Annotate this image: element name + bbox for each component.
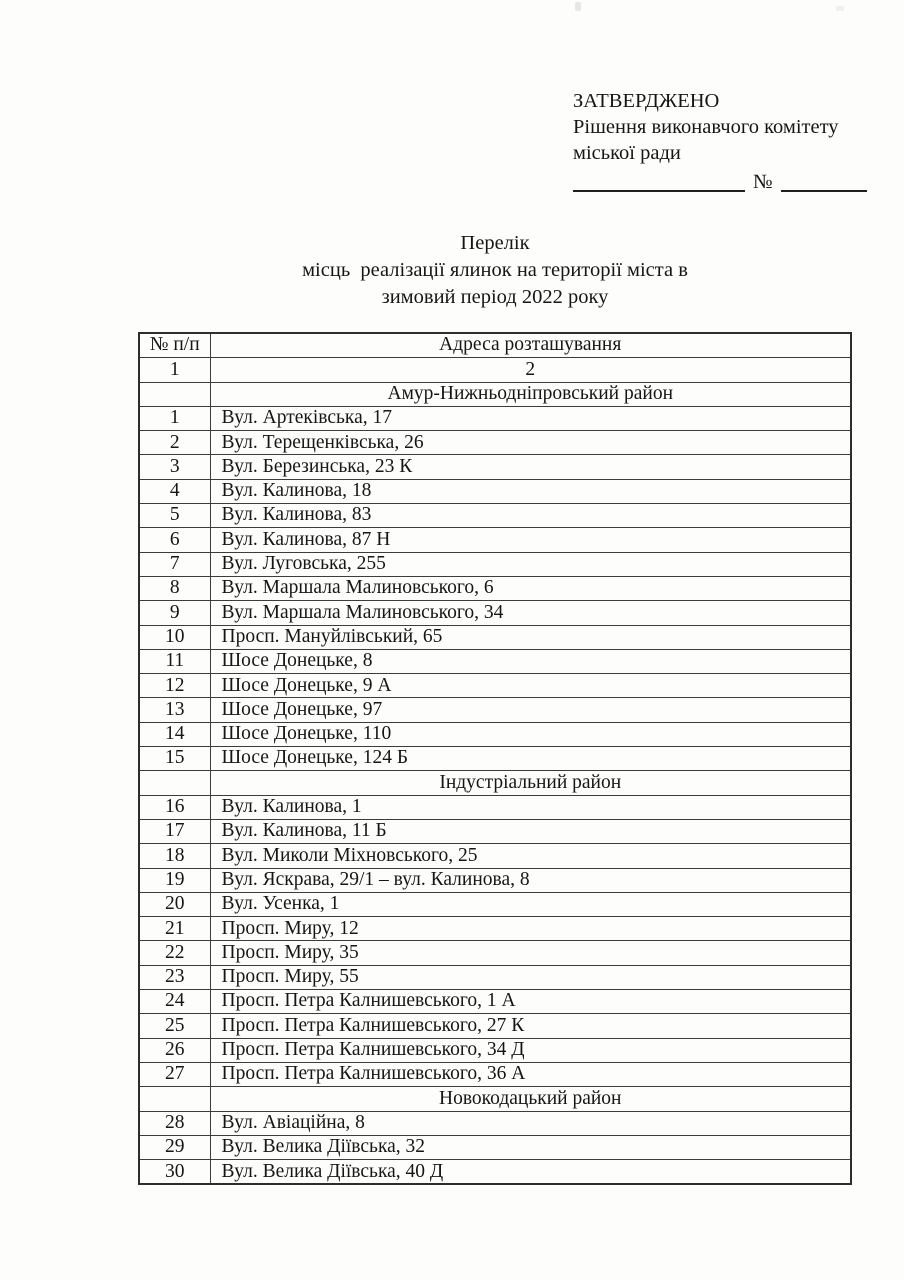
- row-number: 22: [139, 941, 210, 965]
- table-row: [139, 649, 851, 673]
- locations-table: [138, 332, 852, 1185]
- row-number: 28: [139, 1111, 210, 1135]
- row-number: 6: [139, 528, 210, 552]
- row-number: 9: [139, 601, 210, 625]
- table-row: [139, 1160, 851, 1185]
- title-line-3: зимовий період 2022 року: [381, 286, 609, 308]
- row-number: 10: [139, 625, 210, 649]
- row-number: 4: [139, 479, 210, 503]
- row-address: Вул. Калинова, 87 Н: [210, 528, 851, 552]
- approved-subline-2: міської ради: [573, 142, 681, 164]
- row-number: 14: [139, 722, 210, 746]
- table-body: [139, 333, 851, 1184]
- row-number: 7: [139, 552, 210, 576]
- row-number: 3: [139, 455, 210, 479]
- table-row: [139, 1038, 851, 1062]
- row-number: 26: [139, 1038, 210, 1062]
- section-name: Новокодацький район: [210, 1087, 851, 1111]
- numero-sign: №: [753, 171, 773, 193]
- scan-artifact: [575, 2, 581, 11]
- row-number: 16: [139, 795, 210, 819]
- row-number: 13: [139, 698, 210, 722]
- row-address: Просп. Миру, 55: [210, 965, 851, 989]
- row-address: Просп. Миру, 35: [210, 941, 851, 965]
- row-address: Шосе Донецьке, 9 А: [210, 674, 851, 698]
- row-address: Вул. Яскрава, 29/1 – вул. Калинова, 8: [210, 868, 851, 892]
- table-row: [139, 455, 851, 479]
- table-row: [139, 819, 851, 843]
- table-row: [139, 747, 851, 771]
- row-number: 8: [139, 576, 210, 600]
- row-address: Просп. Миру, 12: [210, 917, 851, 941]
- section-name: Амур-Нижньодніпровський район: [210, 382, 851, 406]
- table-row: [139, 941, 851, 965]
- table-row: [139, 576, 851, 600]
- section-row: [139, 771, 851, 795]
- row-number: 11: [139, 649, 210, 673]
- row-address: Вул. Авіаційна, 8: [210, 1111, 851, 1135]
- blank-underline-date: [573, 172, 745, 192]
- approved-heading: ЗАТВЕРДЖЕНО: [573, 90, 720, 112]
- table-row: [139, 504, 851, 528]
- row-address: Просп. Петра Калнишевського, 1 А: [210, 990, 851, 1014]
- row-number: 25: [139, 1014, 210, 1038]
- row-number: 21: [139, 917, 210, 941]
- section-row: [139, 382, 851, 406]
- scan-artifact: [836, 6, 844, 11]
- row-address: Вул. Артеківська, 17: [210, 406, 851, 430]
- table-row: [139, 990, 851, 1014]
- row-number: 5: [139, 504, 210, 528]
- approved-subline-1: Рішення виконавчого комітету: [573, 116, 839, 138]
- section-empty-cell: [139, 382, 210, 406]
- document-title: [138, 230, 852, 311]
- title-line-2: місць реалізації ялинок на території міста в: [302, 259, 688, 281]
- column-header-address: Адреса розташування: [210, 333, 851, 358]
- row-address: Просп. Петра Калнишевського, 34 Д: [210, 1038, 851, 1062]
- table-row: [139, 625, 851, 649]
- row-number: 18: [139, 844, 210, 868]
- column-header-number: № п/п: [139, 333, 210, 358]
- row-number: 23: [139, 965, 210, 989]
- table-row: [139, 917, 851, 941]
- section-row: [139, 1087, 851, 1111]
- table-row: [139, 1135, 851, 1159]
- table-row: [139, 965, 851, 989]
- table-row: [139, 528, 851, 552]
- row-address: Вул. Терещенківська, 26: [210, 431, 851, 455]
- table-row: [139, 795, 851, 819]
- table-header-row: [139, 333, 851, 358]
- row-address: Шосе Донецьке, 97: [210, 698, 851, 722]
- section-name: Індустріальний район: [210, 771, 851, 795]
- table-row: [139, 844, 851, 868]
- table-row: [139, 406, 851, 430]
- table-row: [139, 698, 851, 722]
- title-line-1: Перелік: [460, 232, 530, 254]
- table-row: [139, 601, 851, 625]
- numero-line: [573, 172, 873, 192]
- table-row: [139, 431, 851, 455]
- row-address: Вул. Калинова, 83: [210, 504, 851, 528]
- table-row: [139, 479, 851, 503]
- approved-block: [573, 88, 873, 192]
- table-row: [139, 1014, 851, 1038]
- table-row: [139, 892, 851, 916]
- row-number: 27: [139, 1062, 210, 1086]
- table-row: [139, 1111, 851, 1135]
- table-row: [139, 868, 851, 892]
- row-number: 24: [139, 990, 210, 1014]
- row-address: Вул. Маршала Малиновського, 6: [210, 576, 851, 600]
- row-number: 17: [139, 819, 210, 843]
- row-number: 2: [139, 431, 210, 455]
- row-address: Вул. Усенка, 1: [210, 892, 851, 916]
- table-row: [139, 552, 851, 576]
- row-address: Шосе Донецьке, 8: [210, 649, 851, 673]
- row-address: Вул. Березинська, 23 К: [210, 455, 851, 479]
- row-number: 29: [139, 1135, 210, 1159]
- row-address: Вул. Луговська, 255: [210, 552, 851, 576]
- row-address: Вул. Миколи Міхновського, 25: [210, 844, 851, 868]
- row-number: 15: [139, 747, 210, 771]
- row-address: Вул. Велика Діївська, 40 Д: [210, 1160, 851, 1185]
- section-empty-cell: [139, 1087, 210, 1111]
- table-row: [139, 674, 851, 698]
- table-row: [139, 1062, 851, 1086]
- column-number-1: 1: [139, 358, 210, 382]
- row-number: 19: [139, 868, 210, 892]
- row-address: Вул. Калинова, 18: [210, 479, 851, 503]
- row-address: Вул. Велика Діївська, 32: [210, 1135, 851, 1159]
- row-number: 30: [139, 1160, 210, 1185]
- row-address: Шосе Донецьке, 124 Б: [210, 747, 851, 771]
- row-address: Вул. Калинова, 1: [210, 795, 851, 819]
- section-empty-cell: [139, 771, 210, 795]
- row-address: Шосе Донецьке, 110: [210, 722, 851, 746]
- column-number-2: 2: [210, 358, 851, 382]
- row-address: Просп. Петра Калнишевського, 36 А: [210, 1062, 851, 1086]
- row-address: Вул. Калинова, 11 Б: [210, 819, 851, 843]
- row-address: Просп. Мануйлівський, 65: [210, 625, 851, 649]
- blank-underline-number: [781, 172, 867, 192]
- row-number: 1: [139, 406, 210, 430]
- row-address: Просп. Петра Калнишевського, 27 К: [210, 1014, 851, 1038]
- row-address: Вул. Маршала Малиновського, 34: [210, 601, 851, 625]
- row-number: 12: [139, 674, 210, 698]
- row-number: 20: [139, 892, 210, 916]
- column-numbers-row: [139, 358, 851, 382]
- table-row: [139, 722, 851, 746]
